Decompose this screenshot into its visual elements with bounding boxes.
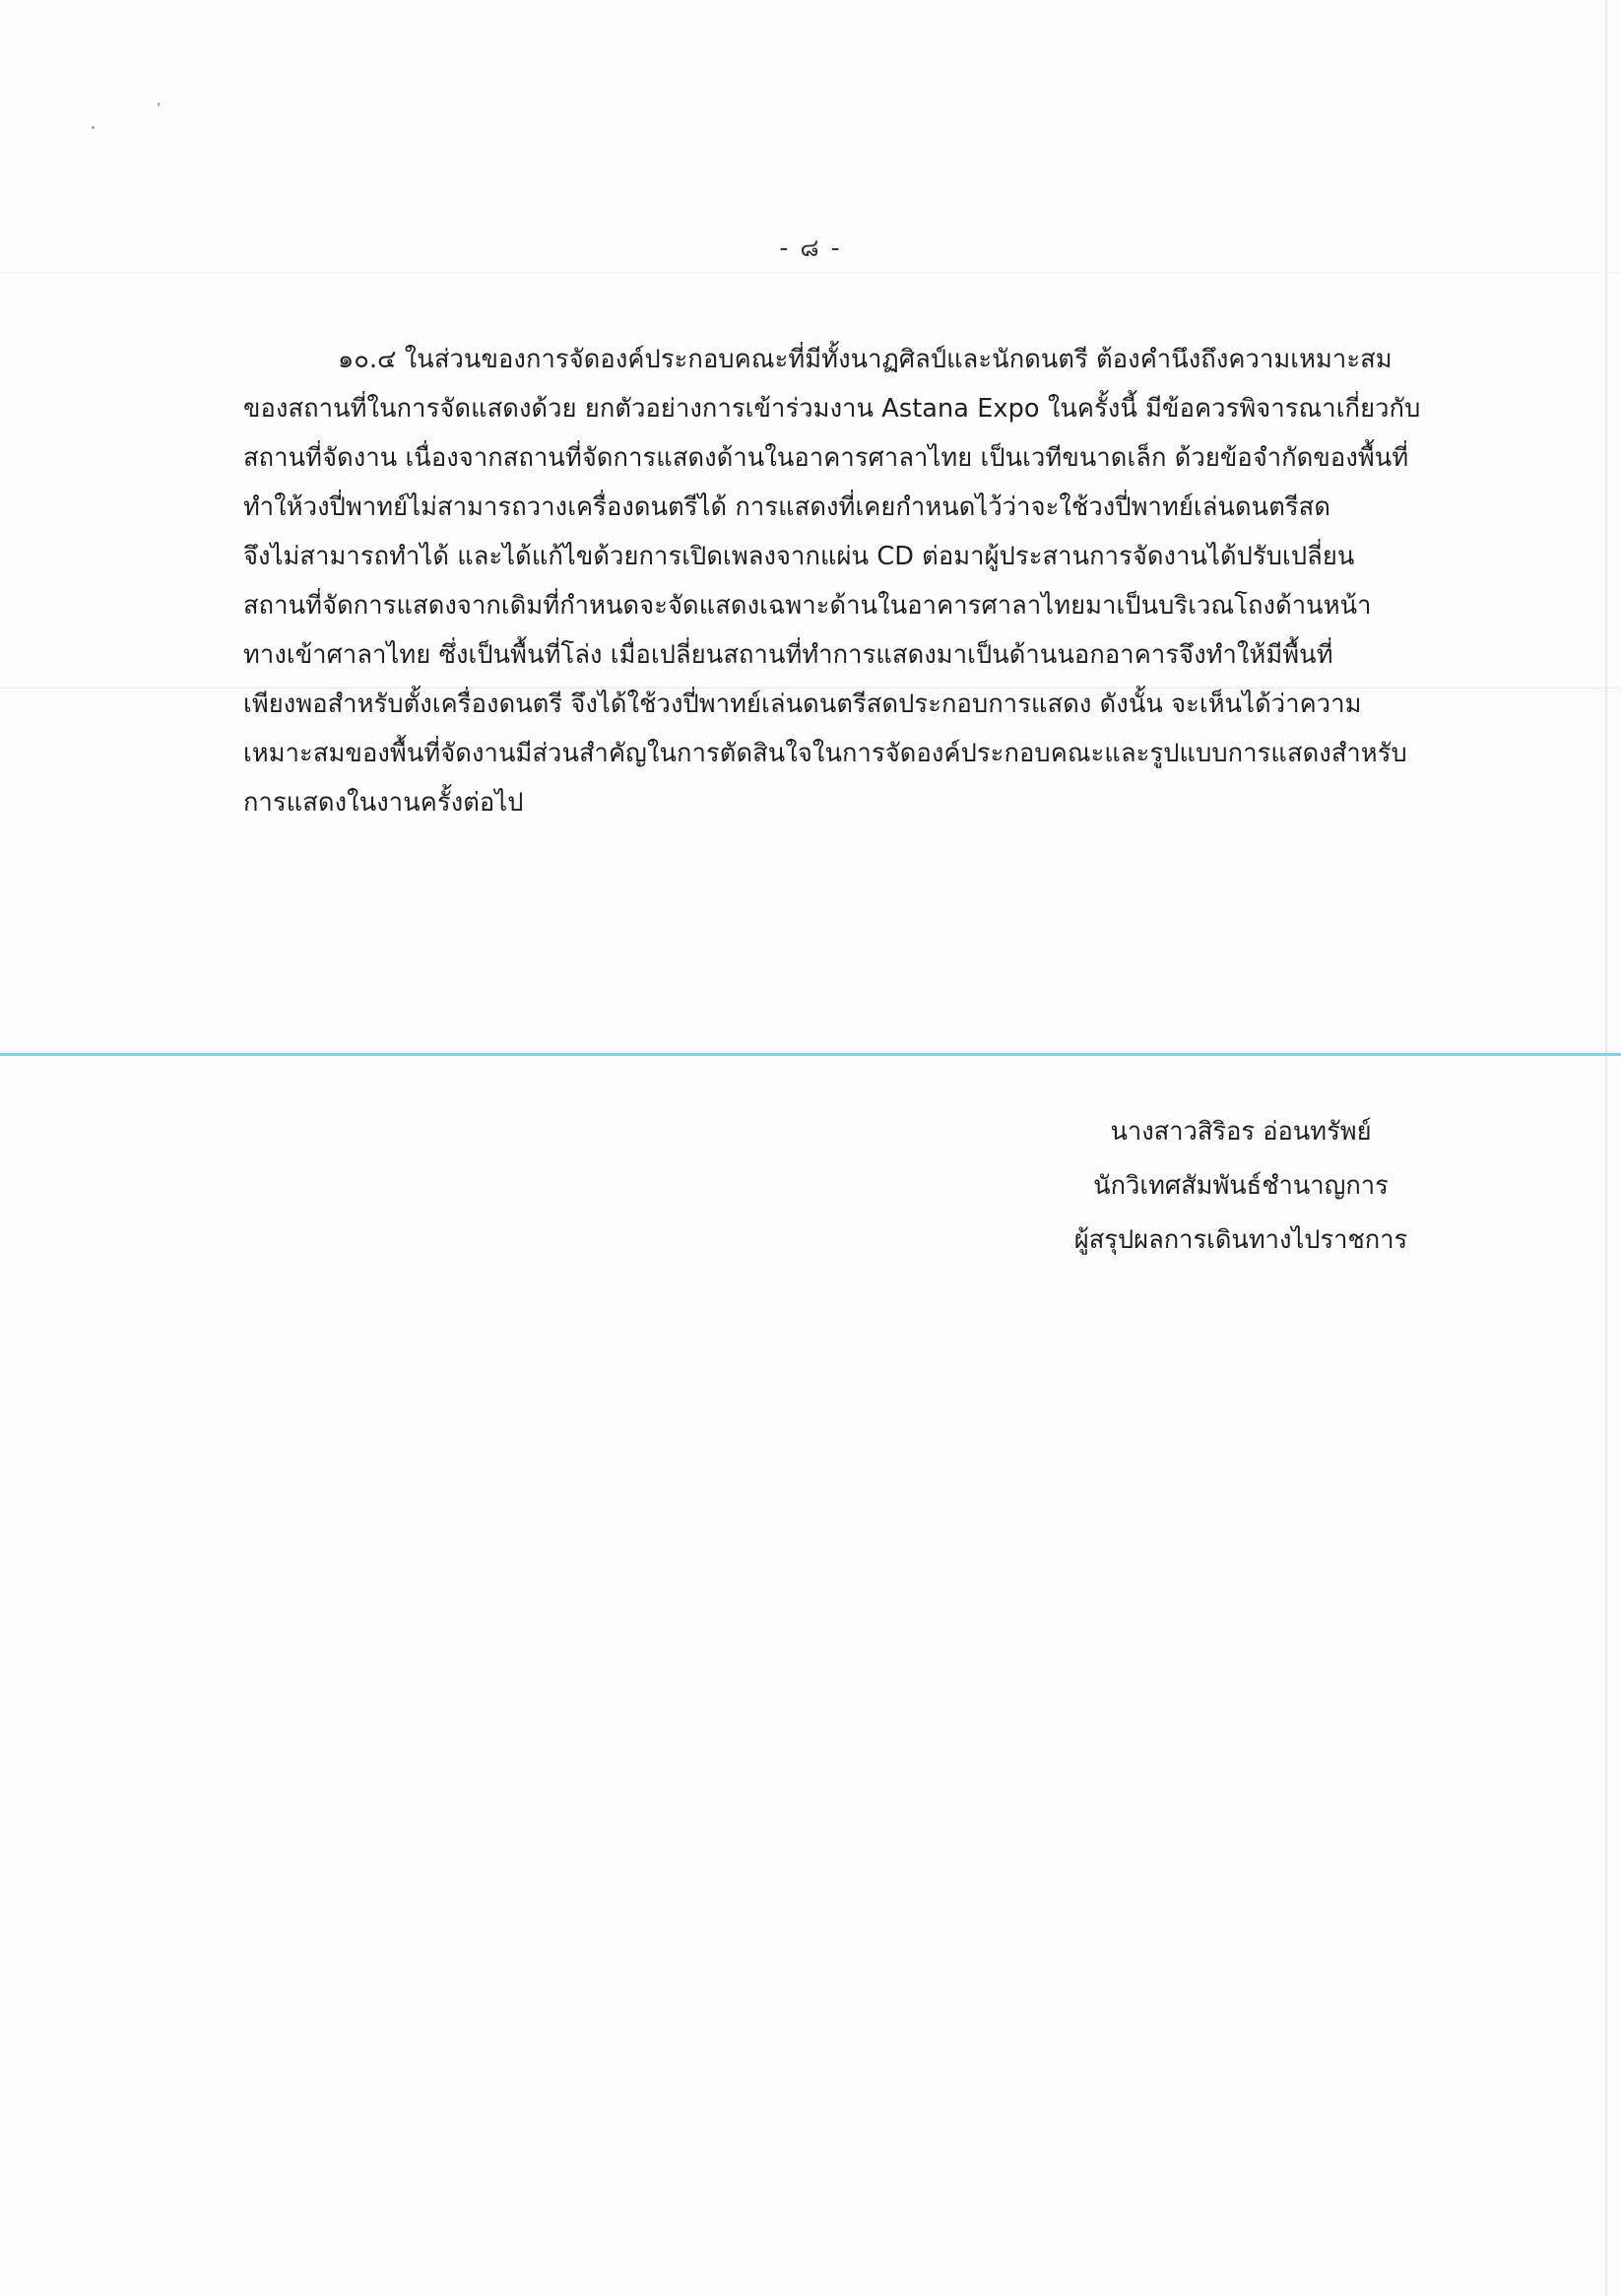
paragraph-line: ทำให้วงปี่พาทย์ไม่สามารถวางเครื่องดนตรีได้ การแสดงที่เคยกำหนดไว้ว่าจะใช้วงปี่พาทย์เล่นดนตรีสด (243, 492, 1330, 522)
scan-speck (92, 126, 95, 129)
signature-block (985, 1105, 1497, 1268)
paragraph-line: ๑๐.๔ ในส่วนของการจัดองค์ประกอบคณะที่มีทั้งนาฏศิลป์และนักดนตรี ต้องคำนึงถึงความเหมาะสม (338, 345, 1393, 374)
body-paragraph (243, 335, 1425, 827)
paragraph-line: สถานที่จัดการแสดงจากเดิมที่กำหนดจะจัดแสดงเฉพาะด้านในอาคารศาลาไทยมาเป็นบริเวณโถงด้านหน้า (243, 591, 1372, 621)
paragraph-line: การแสดงในงานครั้งต่อไป (243, 788, 524, 818)
scan-edge-line (1605, 0, 1607, 2296)
paragraph-line: เพียงพอสำหรับตั้งเครื่องดนตรี จึงได้ใช้วงปี่พาทย์เล่นดนตรีสดประกอบการแสดง ดังนั้น จะเห็นได้ว่าความ (243, 689, 1362, 719)
signatory-role: ผู้สรุปผลการเดินทางไปราชการ (1073, 1225, 1408, 1255)
paragraph-line: ทางเข้าศาลาไทย ซึ่งเป็นพื้นที่โล่ง เมื่อเปลี่ยนสถานที่ทำการแสดงมาเป็นด้านนอกอาคารจึงทำให้มีพื้นที่ (243, 640, 1333, 670)
paragraph-line: ของสถานที่ในการจัดแสดงด้วย ยกตัวอย่างการเข้าร่วมงาน Astana Expo ในครั้งนี้ มีข้อควรพิจารณาเกี่ยวกับ (243, 394, 1421, 424)
paragraph-line: จึงไม่สามารถทำได้ และได้แก้ไขด้วยการเปิดเพลงจากแผ่น CD ต่อมาผู้ประสานการจัดงานได้ปรับเปลี่ยน (243, 542, 1355, 571)
scan-artifact-line (0, 1053, 1621, 1056)
signatory-position: นักวิเทศสัมพันธ์ชำนาญการ (1093, 1171, 1389, 1201)
page-number: - ๘ - (779, 233, 842, 262)
signatory-name: นางสาวสิริอร อ่อนทรัพย์ (1110, 1117, 1372, 1147)
paragraph-line: เหมาะสมของพื้นที่จัดงานมีส่วนสำคัญในการตัดสินใจในการจัดองค์ประกอบคณะและรูปแบบการแสดงสำหรับ (243, 739, 1407, 768)
scan-speck (158, 102, 160, 106)
scan-artifact-line (0, 272, 1621, 273)
paragraph-line: สถานที่จัดงาน เนื่องจากสถานที่จัดการแสดงด้านในอาคารศาลาไทย เป็นเวทีขนาดเล็ก ด้วยข้อจำกัดของพื้นที่ (243, 443, 1409, 473)
